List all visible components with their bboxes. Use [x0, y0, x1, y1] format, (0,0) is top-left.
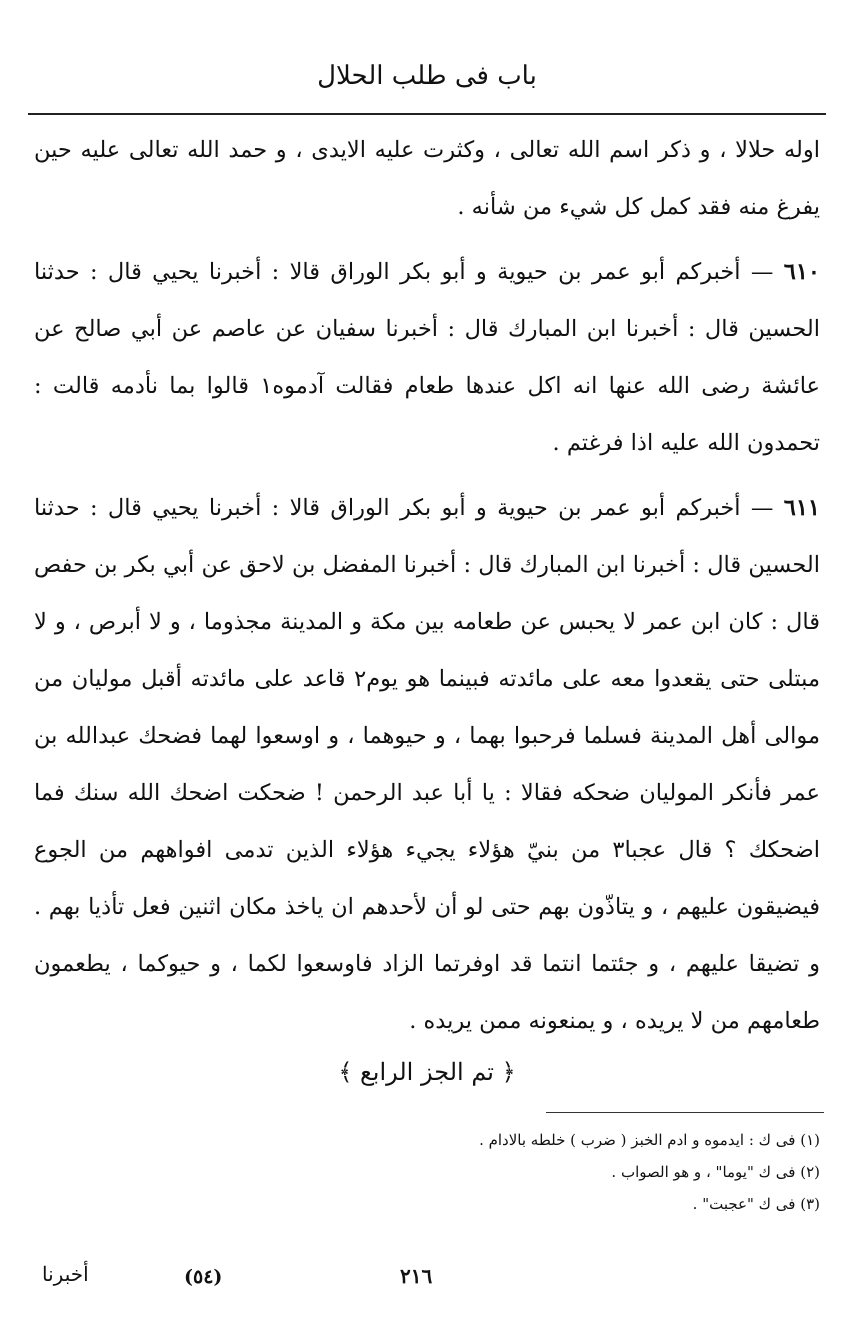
- footnote-rule: [546, 1112, 824, 1113]
- header-rule: [28, 113, 826, 115]
- entry-number: ٦١٠: [783, 259, 820, 285]
- signature-mark: (٥٤): [184, 1266, 223, 1288]
- entry-611: [34, 480, 820, 1050]
- entry-text: — أخبركم أبو عمر بن حيوية و أبو بكر الوراق قالا : أخبرنا يحيي قال : حدثنا الحسين قال : أخبرنا ابن المبارك قال : أخبرنا المفضل بن لاحق عن أبي بكر بن حفص قال : كان ابن عمر لا يحبس عن طعامه بين مكة و المدينة مجذوما ، و لا أبرص ، و لا مبتلى حتى يقعدوا معه على مائدته فبينما هو يوم٢ قاعد على مائدته أقبل موليان من موالى أهل المدينة فسلما فرحبوا بهما ، و حيوهما ، و اوسعوا لهما فضحك عبدالله بن عمر فأنكر الموليان ضحكه فقالا : يا أبا عبد الرحمن ! ضحكت اضحك الله سنك فما اضحكك ؟ قال عجبا٣ من بنيّ هؤلاء يجيء هؤلاء الذين تدمى افواههم من الجوع فيضيقون عليهم ، و يتاذّون بهم حتى لو أن لأحدهم ان ياخذ مكان اثنين فعل تأذيا بهم . و تضيقا عليهم ، و جئتما انتما قد اوفرتما الزاد فاوسعوا لكما ، و حيوكما ، يطعمون طعامهم من لا يريده ، و يمنعونه ممن يريده .: [34, 495, 820, 1034]
- page-number: ٢١٦: [400, 1264, 433, 1288]
- footnote-2: (٢) فى ك "يوما" ، و هو الصواب .: [611, 1163, 820, 1181]
- continuation-paragraph: اوله حلالا ، و ذكر اسم الله تعالى ، وكثرت عليه الايدى ، و حمد الله تعالى عليه حين يفرغ منه فقد كمل كل شيء من شأنه .: [34, 137, 820, 220]
- footnote-1: (١) فى ك : ايدموه و ادم الخبز ( ضرب ) خلطه بالادام .: [479, 1131, 820, 1149]
- running-header: باب فى طلب الحلال: [317, 61, 537, 91]
- volume-end-mark: ﴿ تم الجز الرابع ﴾: [338, 1058, 516, 1086]
- main-text: [34, 122, 820, 1050]
- footnote-3: (٣) فى ك "عجبت" .: [692, 1195, 820, 1213]
- page-footer: [0, 1262, 856, 1302]
- entry-number: ٦١١: [783, 495, 820, 521]
- catchword: أخبرنا: [42, 1262, 89, 1286]
- footnotes: [220, 1124, 820, 1220]
- entry-610: [34, 244, 820, 472]
- entry-text: — أخبركم أبو عمر بن حيوية و أبو بكر الوراق قالا : أخبرنا يحيي قال : حدثنا الحسين قال : أخبرنا ابن المبارك قال : أخبرنا سفيان عن عاصم عن أبي صالح عن عائشة رضى الله عنها انه اكل عندها طعام فقالت آدموه١ قالوا بما نأدمه قالت : تحمدون الله عليه اذا فرغتم .: [34, 259, 820, 456]
